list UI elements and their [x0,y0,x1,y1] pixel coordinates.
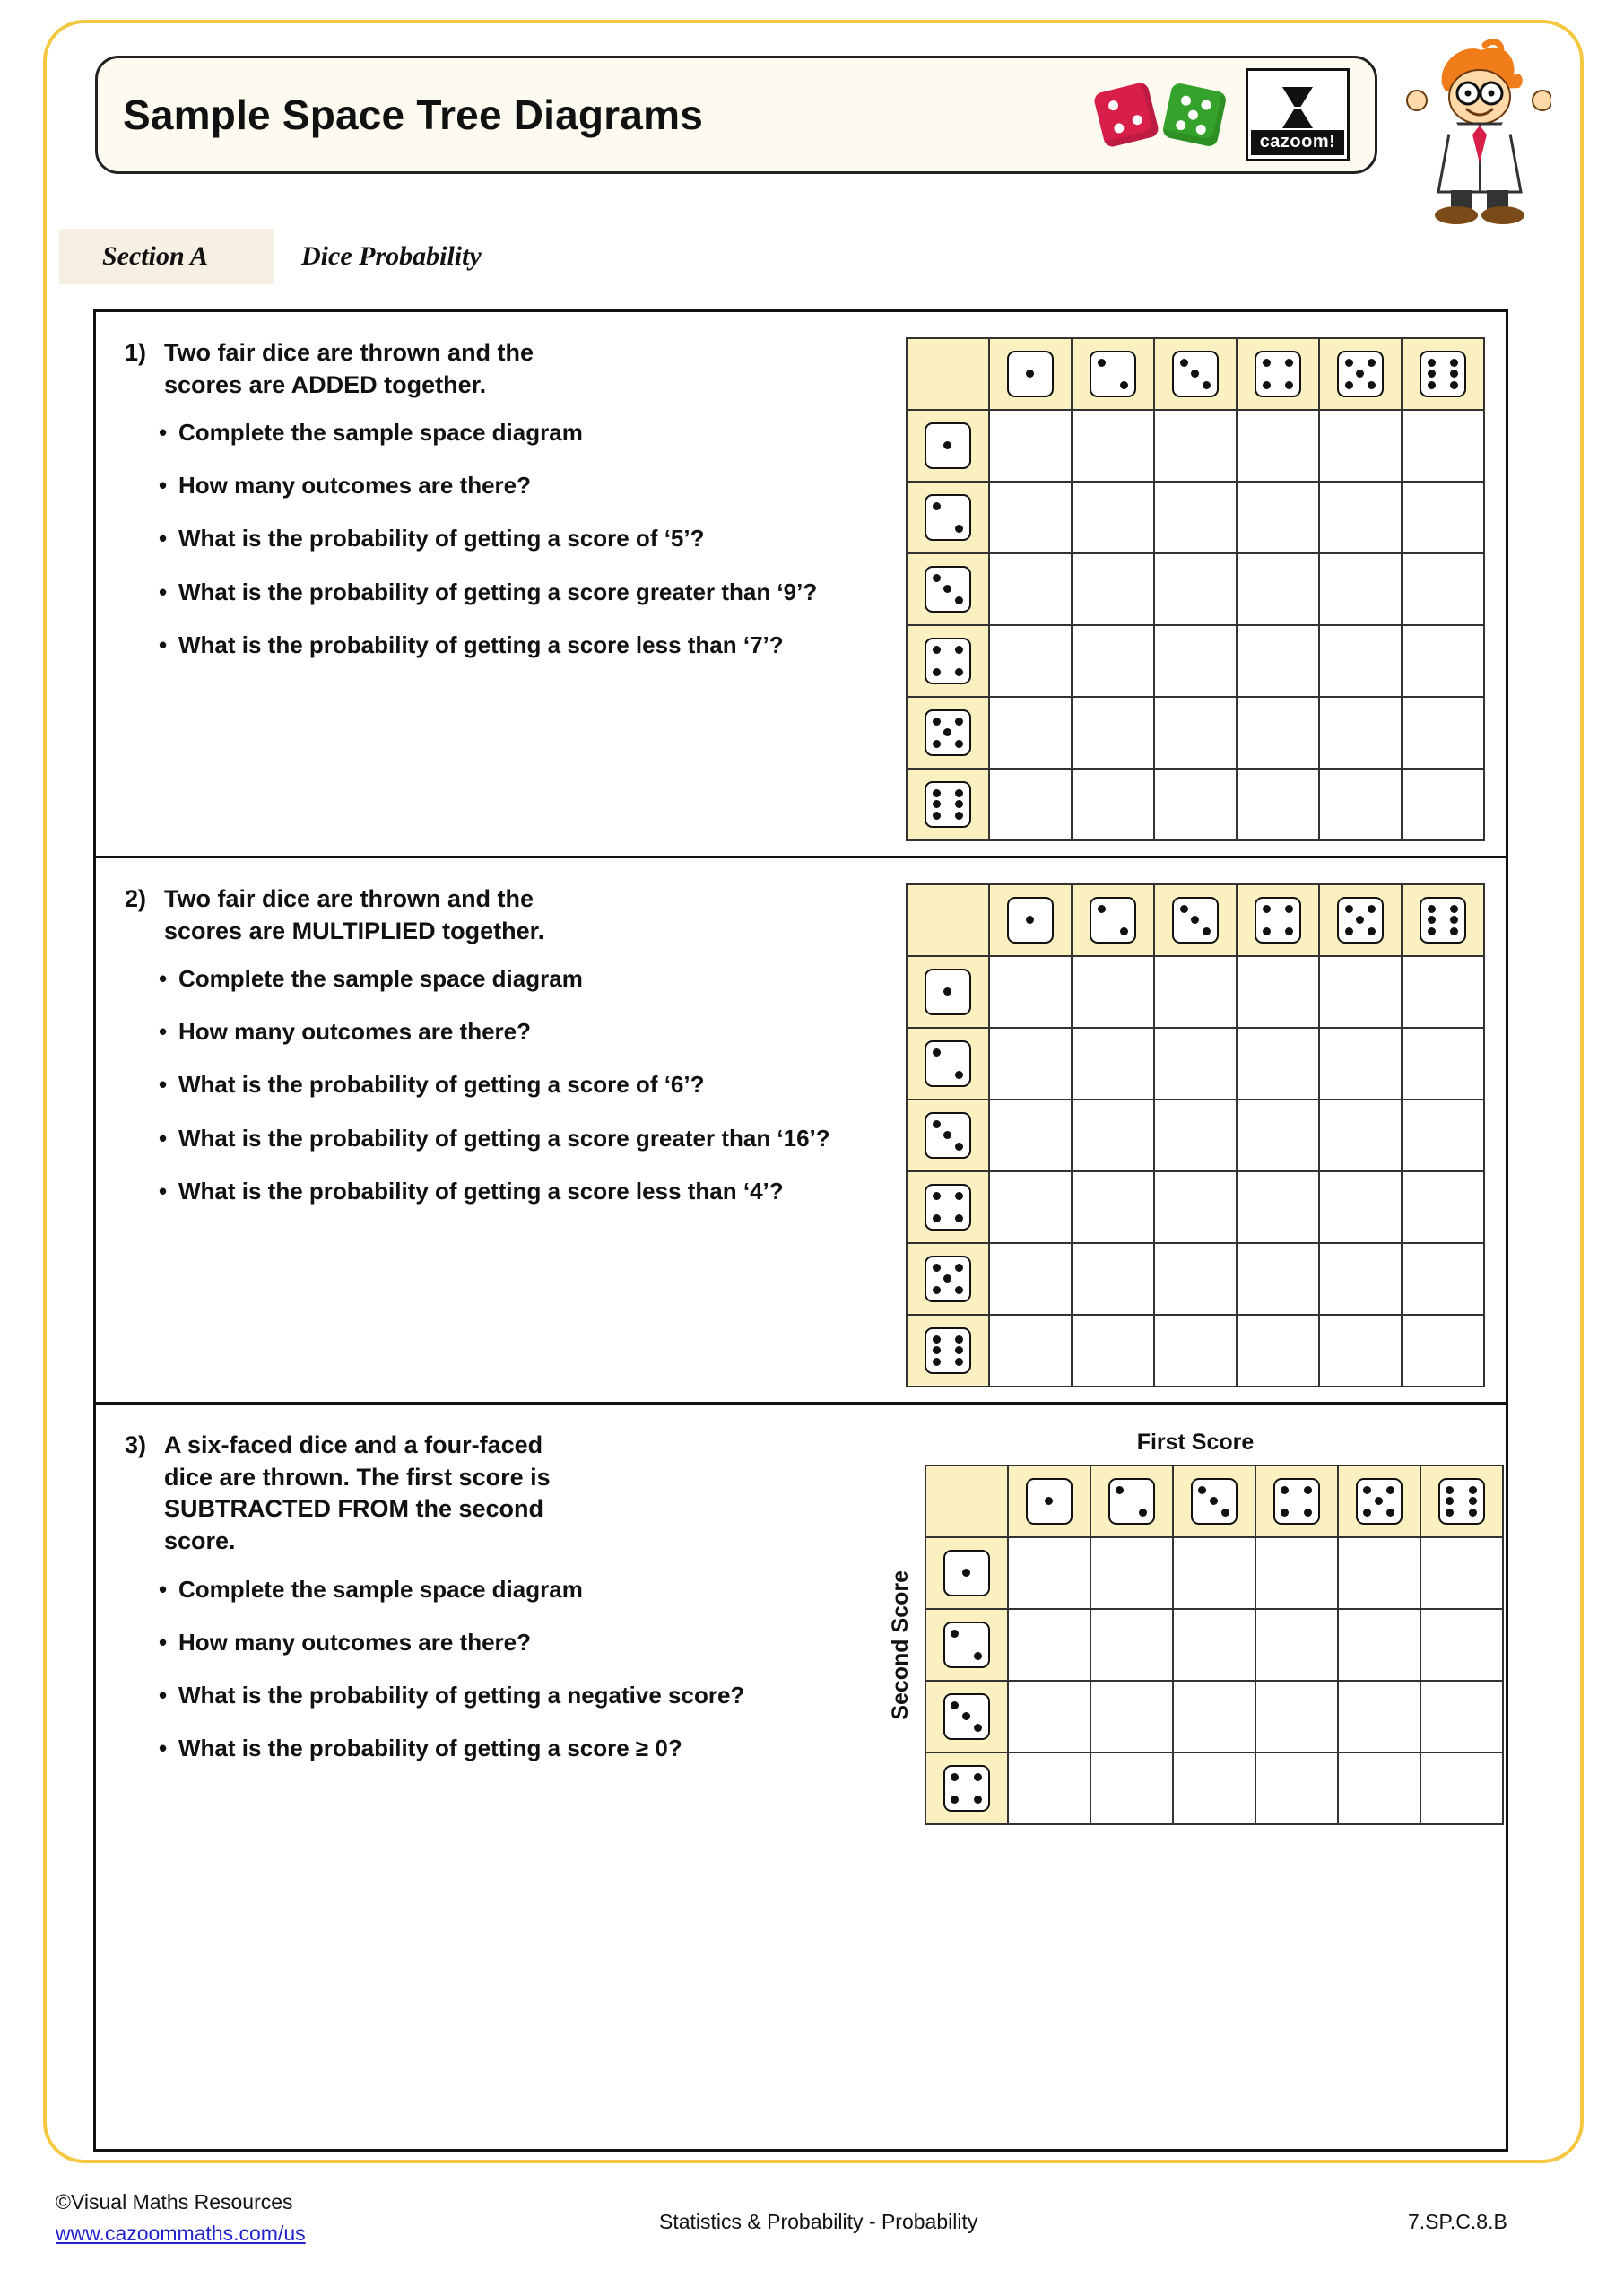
die-face-6-icon [925,1327,971,1374]
grid-answer-cell[interactable] [1402,1243,1484,1315]
grid-answer-cell[interactable] [1173,1681,1255,1752]
grid-answer-cell[interactable] [1402,1171,1484,1243]
sample-space-grid[interactable] [906,883,1485,1387]
grid-answer-cell[interactable] [1173,1609,1255,1681]
die-face-4-icon [943,1765,990,1812]
grid-answer-cell[interactable] [1008,1537,1090,1609]
table-row [907,625,1484,697]
grid-answer-cell[interactable] [1255,1681,1338,1752]
grid-answer-cell[interactable] [1072,625,1154,697]
die-face-4-icon [1255,897,1301,944]
list-item [125,470,885,501]
grid-answer-cell[interactable] [989,1171,1072,1243]
bullet-text: What is the probability of getting a score less than ‘7’? [178,631,784,658]
grid-header-row [907,338,1484,410]
die-face-4-icon [1273,1478,1320,1525]
grid-row-header [907,769,989,840]
red-die-icon [1092,81,1159,148]
grid-answer-cell[interactable] [1072,553,1154,625]
grid-column-header [1338,1465,1420,1537]
die-face-4-icon [925,1184,971,1231]
grid-answer-cell[interactable] [1237,410,1319,482]
grid-answer-cell[interactable] [989,956,1072,1028]
bullet-dot: • [159,1575,168,1603]
grid-row-header [907,482,989,553]
die-face-1-icon [925,422,971,469]
bullet-dot: • [159,1628,168,1656]
question-text-column [96,883,885,1387]
grid-answer-cell[interactable] [1319,1171,1402,1243]
grid-answer-cell[interactable] [1420,1609,1503,1681]
die-face-1-icon [1007,897,1054,944]
grid-answer-cell[interactable] [1072,1028,1154,1100]
die-face-2-icon [943,1622,990,1668]
grid-answer-cell[interactable] [1319,553,1402,625]
die-face-5-icon [925,1256,971,1302]
grid-answer-cell[interactable] [1154,1100,1237,1171]
grid-answer-cell[interactable] [1237,625,1319,697]
green-die-icon [1161,82,1228,148]
grid-row-header [907,1100,989,1171]
grid-answer-cell[interactable] [1090,1537,1173,1609]
die-face-3-icon [1172,351,1219,397]
grid-column-header [1402,338,1484,410]
die-face-6-icon [925,781,971,828]
grid-row-header [925,1609,1008,1681]
grid-answer-cell[interactable] [1154,410,1237,482]
table-row [907,956,1484,1028]
grid-answer-cell[interactable] [1090,1752,1173,1824]
grid-answer-cell[interactable] [1090,1609,1173,1681]
bullet-text: Complete the sample space diagram [178,1575,583,1603]
grid-answer-cell[interactable] [1402,1028,1484,1100]
table-row [907,1100,1484,1171]
table-row [925,1609,1503,1681]
page-footer [0,2187,1624,2276]
grid-answer-cell[interactable] [1402,625,1484,697]
grid-answer-cell[interactable] [1319,1243,1402,1315]
sample-space-grid-area [885,1430,1506,1825]
grid-answer-cell[interactable] [1338,1537,1420,1609]
table-row [907,769,1484,840]
grid-answer-cell[interactable] [1072,769,1154,840]
bullet-dot: • [159,472,168,500]
grid-answer-cell[interactable] [989,482,1072,553]
list-item [125,1627,885,1658]
list-item [125,1123,885,1154]
grid-answer-cell[interactable] [1319,956,1402,1028]
cazoom-wordmark: cazoom! [1251,130,1345,155]
grid-answer-cell[interactable] [1237,1100,1319,1171]
bullet-dot: • [159,631,168,658]
grid-row-header [907,956,989,1028]
worksheet-title-bar [95,56,1377,174]
grid-answer-cell[interactable] [1338,1752,1420,1824]
grid-answer-cell[interactable] [1319,1028,1402,1100]
grid-answer-cell[interactable] [1319,625,1402,697]
question-number: 3) [125,1431,147,1458]
grid-column-header [1072,884,1154,956]
grid-side-axis-label: Second Score [887,1570,913,1720]
table-row [907,697,1484,769]
bullet-text: What is the probability of getting a score ≥ 0? [178,1734,682,1761]
grid-row-header [925,1752,1008,1824]
grid-answer-cell[interactable] [1402,697,1484,769]
grid-column-header [1237,884,1319,956]
die-face-1-icon [1026,1478,1073,1525]
grid-answer-cell[interactable] [1237,1243,1319,1315]
grid-answer-cell[interactable] [1154,1028,1237,1100]
grid-column-header [989,338,1072,410]
die-face-6-icon [1420,897,1466,944]
table-row [925,1681,1503,1752]
question-number: 1) [125,339,147,366]
grid-answer-cell[interactable] [1008,1681,1090,1752]
sample-space-grid[interactable] [925,1465,1504,1825]
grid-corner-cell [907,338,989,410]
grid-answer-cell[interactable] [1402,1100,1484,1171]
die-face-3-icon [1191,1478,1238,1525]
grid-answer-cell[interactable] [1402,956,1484,1028]
grid-answer-cell[interactable] [1008,1609,1090,1681]
list-item [125,630,885,661]
die-face-4-icon [925,638,971,684]
bullet-dot: • [159,1124,168,1152]
grid-answer-cell[interactable] [1237,553,1319,625]
question-stem-line2-pre: scores are [164,917,292,944]
grid-column-header [1420,1465,1503,1537]
grid-answer-cell[interactable] [989,1315,1072,1387]
bullet-text: What is the probability of getting a score of ‘6’? [178,1071,705,1099]
grid-answer-cell[interactable] [1072,1315,1154,1387]
bullet-text: What is the probability of getting a negative score? [178,1681,745,1709]
grid-answer-cell[interactable] [1402,410,1484,482]
grid-answer-cell[interactable] [1319,410,1402,482]
grid-answer-cell[interactable] [1402,482,1484,553]
cazoom-logo [1246,68,1350,161]
grid-answer-cell[interactable] [1072,1243,1154,1315]
die-face-5-icon [1337,897,1384,944]
grid-column-header [1173,1465,1255,1537]
die-face-2-icon [1090,897,1136,944]
question-text-column [96,337,885,841]
table-row [907,1171,1484,1243]
grid-answer-cell[interactable] [1319,482,1402,553]
bullet-dot: • [159,965,168,993]
bullet-dot: • [159,578,168,605]
question-stem-line1: A six-faced dice and a four-faced [164,1431,543,1458]
die-face-3-icon [925,566,971,613]
table-row [907,410,1484,482]
copyright-text: ©Visual Maths Resources [56,2190,293,2213]
die-face-5-icon [1337,351,1384,397]
grid-answer-cell[interactable] [1402,1315,1484,1387]
bullet-text: What is the probability of getting a score less than ‘4’? [178,1177,784,1205]
grid-answer-cell[interactable] [1237,1171,1319,1243]
table-row [907,1315,1484,1387]
grid-row-header [907,1315,989,1387]
die-face-6-icon [1438,1478,1485,1525]
bullet-dot: • [159,1681,168,1709]
grid-answer-cell[interactable] [989,697,1072,769]
table-row [907,1028,1484,1100]
grid-answer-cell[interactable] [1402,553,1484,625]
grid-answer-cell[interactable] [1154,553,1237,625]
table-row [925,1752,1503,1824]
grid-answer-cell[interactable] [1420,1752,1503,1824]
die-face-2-icon [925,494,971,541]
table-row [925,1537,1503,1609]
grid-top-axis-label: First Score [1136,1430,1255,1455]
grid-answer-cell[interactable] [1072,1100,1154,1171]
section-label: Section A [102,241,209,271]
grid-column-header [1154,338,1237,410]
grid-answer-cell[interactable] [1255,1537,1338,1609]
bullet-dot: • [159,419,168,447]
grid-answer-cell[interactable] [989,1028,1072,1100]
dice-pair-icon [1099,87,1222,143]
grid-answer-cell[interactable] [1237,1315,1319,1387]
grid-row-header [907,697,989,769]
grid-answer-cell[interactable] [989,1100,1072,1171]
list-item [125,1069,885,1100]
list-item [125,1016,885,1048]
bullet-text: What is the probability of getting a score greater than ‘16’? [178,1124,830,1152]
grid-answer-cell[interactable] [989,769,1072,840]
grid-header-row [907,884,1484,956]
grid-answer-cell[interactable] [1319,769,1402,840]
footer-standard-code: 7.SP.C.8.B [1408,2210,1507,2233]
bullet-dot: • [159,1734,168,1761]
sample-space-grid-area [885,883,1506,1387]
list-item [125,1733,885,1764]
die-face-1-icon [925,969,971,1015]
question-bullets [125,417,885,660]
bullet-text: How many outcomes are there? [178,472,531,500]
die-face-5-icon [1356,1478,1403,1525]
grid-column-header [989,884,1072,956]
grid-answer-cell[interactable] [1237,482,1319,553]
bullet-dot: • [159,1071,168,1099]
page-title: Sample Space Tree Diagrams [123,91,703,138]
grid-column-header [1319,884,1402,956]
bullet-text: Complete the sample space diagram [178,419,583,447]
die-face-3-icon [943,1693,990,1740]
grid-answer-cell[interactable] [1237,769,1319,840]
die-face-6-icon [1420,351,1466,397]
grid-answer-cell[interactable] [1008,1752,1090,1824]
grid-answer-cell[interactable] [1090,1681,1173,1752]
question-stem-line2: dice are thrown. The first score is [164,1463,551,1491]
question-stem-line3-post: the second [408,1495,544,1523]
grid-header-row [925,1465,1503,1537]
grid-corner-cell [925,1465,1008,1537]
grid-answer-cell[interactable] [1072,956,1154,1028]
list-item [125,417,885,448]
grid-row-header [907,625,989,697]
grid-answer-cell[interactable] [1154,1315,1237,1387]
grid-column-header [1090,1465,1173,1537]
question-stem-line2-pre: scores are [164,370,291,398]
grid-row-header [907,553,989,625]
footer-subject: Statistics & Probability - Probability [659,2210,978,2233]
grid-answer-cell[interactable] [1173,1537,1255,1609]
question-stem [125,1430,885,1558]
list-item [125,577,885,608]
bullet-text: How many outcomes are there? [178,1018,531,1046]
grid-answer-cell[interactable] [989,410,1072,482]
grid-answer-cell[interactable] [1173,1752,1255,1824]
grid-column-header [1319,338,1402,410]
question-stem-line2-post: together. [435,917,545,944]
grid-answer-cell[interactable] [989,1243,1072,1315]
grid-answer-cell[interactable] [1402,769,1484,840]
question-stem [125,337,885,401]
grid-row-header [907,410,989,482]
worksheet-body [93,309,1508,2152]
question-number: 2) [125,885,147,912]
grid-answer-cell[interactable] [1072,697,1154,769]
die-face-2-icon [1090,351,1136,397]
grid-column-header [1255,1465,1338,1537]
question-text-column [96,1430,885,1825]
die-face-5-icon [925,709,971,756]
grid-answer-cell[interactable] [1237,956,1319,1028]
grid-answer-cell[interactable] [1237,697,1319,769]
grid-row-header [925,1537,1008,1609]
section-topic: Dice Probability [301,241,482,271]
question-block [96,1405,1506,1839]
grid-answer-cell[interactable] [1338,1609,1420,1681]
die-face-3-icon [1172,897,1219,944]
grid-answer-cell[interactable] [1154,769,1237,840]
die-face-1-icon [1007,351,1054,397]
grid-answer-cell[interactable] [1255,1752,1338,1824]
grid-answer-cell[interactable] [1072,1171,1154,1243]
grid-column-header [1008,1465,1090,1537]
grid-row-header [907,1171,989,1243]
list-item [125,963,885,995]
question-block [96,312,1506,858]
grid-answer-cell[interactable] [1420,1537,1503,1609]
bullet-text: How many outcomes are there? [178,1628,531,1656]
grid-answer-cell[interactable] [1255,1609,1338,1681]
sample-space-grid[interactable] [906,337,1485,841]
grid-answer-cell[interactable] [1319,1315,1402,1387]
grid-column-header [1402,884,1484,956]
bullet-dot: • [159,525,168,552]
table-row [907,553,1484,625]
grid-column-header [1237,338,1319,410]
section-tab [59,229,274,284]
die-face-4-icon [1255,351,1301,397]
grid-answer-cell[interactable] [989,625,1072,697]
question-stem [125,883,885,947]
hourglass-icon [1282,87,1313,128]
website-link[interactable]: www.cazoommaths.com/us [56,2221,306,2245]
list-item [125,1680,885,1711]
die-face-2-icon [1108,1478,1155,1525]
grid-column-header [1154,884,1237,956]
grid-row-header [907,1243,989,1315]
grid-answer-cell[interactable] [1237,1028,1319,1100]
grid-answer-cell[interactable] [1154,625,1237,697]
question-stem-line3-bold: SUBTRACTED FROM [164,1495,409,1523]
grid-answer-cell[interactable] [1154,1171,1237,1243]
bullet-text: Complete the sample space diagram [178,965,583,993]
grid-row-header [925,1681,1008,1752]
bullet-text: What is the probability of getting a score greater than ‘9’? [178,578,818,605]
question-bullets [125,1574,885,1764]
grid-row-header [907,1028,989,1100]
bullet-dot: • [159,1018,168,1046]
bullet-text: What is the probability of getting a score of ‘5’? [178,525,705,552]
list-item [125,1176,885,1207]
grid-answer-cell[interactable] [989,553,1072,625]
question-stem-line2-bold: ADDED [291,370,378,398]
table-row [907,1243,1484,1315]
question-stem-line2-post: together. [377,370,487,398]
question-stem-line4: score. [164,1526,236,1554]
mascot-scientist-icon [1399,38,1551,235]
question-stem-line1: Two fair dice are thrown and the [164,339,534,366]
table-row [907,482,1484,553]
list-item [125,1574,885,1605]
question-stem-line2-bold: MULTIPLIED [291,917,436,944]
die-face-3-icon [925,1112,971,1159]
grid-answer-cell[interactable] [1154,697,1237,769]
list-item [125,523,885,554]
question-bullets [125,963,885,1206]
grid-answer-cell[interactable] [1072,410,1154,482]
grid-corner-cell [907,884,989,956]
grid-answer-cell[interactable] [1338,1681,1420,1752]
grid-answer-cell[interactable] [1154,1243,1237,1315]
grid-answer-cell[interactable] [1154,482,1237,553]
sample-space-grid-area [885,337,1506,841]
grid-answer-cell[interactable] [1319,697,1402,769]
grid-column-header [1072,338,1154,410]
grid-answer-cell[interactable] [1154,956,1237,1028]
grid-answer-cell[interactable] [1319,1100,1402,1171]
question-block [96,858,1506,1405]
die-face-2-icon [925,1040,971,1087]
die-face-1-icon [943,1550,990,1596]
grid-answer-cell[interactable] [1072,482,1154,553]
question-stem-line1: Two fair dice are thrown and the [164,885,534,912]
grid-answer-cell[interactable] [1420,1681,1503,1752]
bullet-dot: • [159,1177,168,1205]
